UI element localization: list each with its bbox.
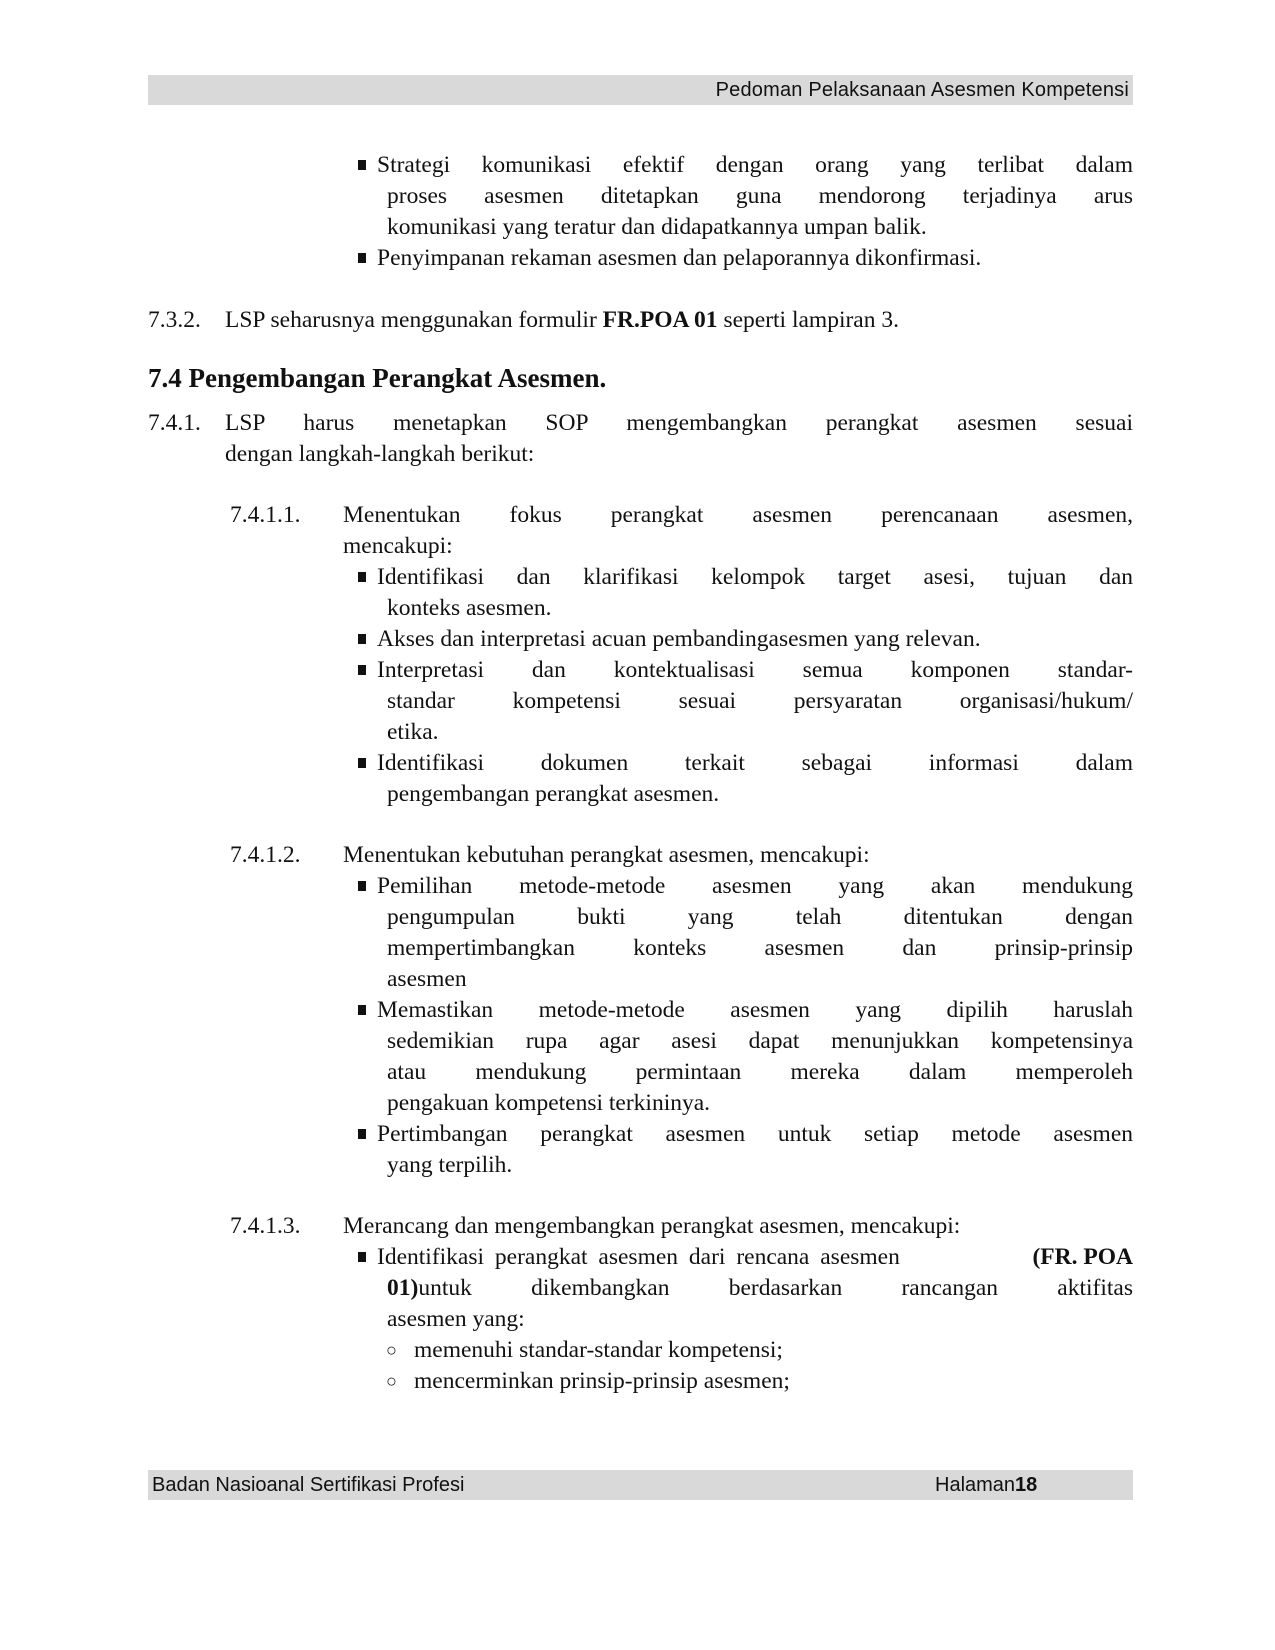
- form-reference: 01): [387, 1275, 419, 1301]
- bullet-line: etika.: [387, 719, 439, 745]
- square-bullet-icon: [358, 881, 366, 891]
- bullet-line: Akses dan interpretasi acuan pembandingasesmen yang relevan.: [377, 626, 981, 652]
- clause-line: dengan langkah-langkah berikut:: [225, 441, 535, 467]
- bullet-line: komunikasi yang teratur dan didapatkannya umpan balik.: [387, 214, 927, 240]
- section-heading: 7.4 Pengembangan Perangkat Asesmen.: [148, 363, 607, 393]
- bullet-line: Memastikan metode-metode asesmen yang dipilih haruslah: [377, 997, 1133, 1023]
- bullet-line: asesmen yang:: [387, 1306, 525, 1332]
- header-title: Pedoman Pelaksanaan Asesmen Kompetensi: [715, 79, 1129, 101]
- footer-org: Badan Nasioanal Sertifikasi Profesi: [152, 1474, 465, 1496]
- bullet-line: pengembangan perangkat asesmen.: [387, 781, 720, 807]
- bullet-line: 01) untuk dikembangkan berdasarkan rancangan aktifitas: [387, 1273, 1133, 1304]
- clause-line: LSP harus menetapkan SOP mengembangkan perangkat asesmen sesuai: [225, 410, 1133, 436]
- square-bullet-icon: [358, 665, 366, 675]
- bullet-line: Interpretasi dan kontektualisasi semua komponen standar-: [377, 657, 1133, 683]
- square-bullet-icon: [358, 758, 366, 768]
- clause-number: 7.3.2.: [148, 307, 201, 333]
- bullet-line: asesmen: [387, 966, 467, 992]
- square-bullet-icon: [358, 253, 366, 263]
- circle-bullet-icon: ○: [386, 1340, 397, 1360]
- bullet-line: Identifikasi perangkat asesmen dari rencana asesmen (FR. POA: [377, 1242, 1133, 1273]
- subclause-number: 7.4.1.3.: [230, 1213, 301, 1239]
- page-footer: [148, 1470, 1133, 1500]
- sub-bullet-line: mencerminkan prinsip-prinsip asesmen;: [414, 1368, 790, 1394]
- page-header: [148, 75, 1133, 105]
- square-bullet-icon: [358, 1129, 366, 1139]
- bullet-line: atau mendukung permintaan mereka dalam memperoleh: [387, 1059, 1133, 1085]
- bullet-line: Strategi komunikasi efektif dengan orang yang terlibat dalam: [377, 152, 1133, 178]
- page-number: Halaman18: [935, 1474, 1038, 1496]
- subclause-line: Menentukan kebutuhan perangkat asesmen, mencakupi:: [343, 842, 870, 868]
- subclause-number: 7.4.1.1.: [230, 502, 301, 528]
- subclause-number: 7.4.1.2.: [230, 842, 301, 868]
- square-bullet-icon: [358, 572, 366, 582]
- bullet-line: Penyimpanan rekaman asesmen dan pelaporannya dikonfirmasi.: [377, 245, 982, 271]
- bullet-line: proses asesmen ditetapkan guna mendorong terjadinya arus: [387, 183, 1133, 209]
- form-reference: FR.POA 01: [602, 307, 718, 333]
- bullet-line: yang terpilih.: [387, 1152, 513, 1178]
- bullet-line: mempertimbangkan konteks asesmen dan prinsip-prinsip: [387, 935, 1133, 961]
- bullet-line: pengumpulan bukti yang telah ditentukan dengan: [387, 904, 1133, 930]
- clause-number: 7.4.1.: [148, 410, 201, 436]
- bullet-line: Identifikasi dan klarifikasi kelompok target asesi, tujuan dan: [377, 564, 1133, 590]
- subclause-line: Merancang dan mengembangkan perangkat asesmen, mencakupi:: [343, 1213, 961, 1239]
- square-bullet-icon: [358, 1252, 366, 1262]
- circle-bullet-icon: ○: [386, 1371, 397, 1391]
- bullet-line: Pemilihan metode-metode asesmen yang akan mendukung: [377, 873, 1133, 899]
- form-reference: (FR. POA: [1032, 1244, 1133, 1270]
- square-bullet-icon: [358, 1005, 366, 1015]
- bullet-line: Pertimbangan perangkat asesmen untuk setiap metode asesmen: [377, 1121, 1133, 1147]
- square-bullet-icon: [358, 160, 366, 170]
- bullet-line: sedemikian rupa agar asesi dapat menunjukkan kompetensinya: [387, 1028, 1133, 1054]
- bullet-line: pengakuan kompetensi terkininya.: [387, 1090, 711, 1116]
- subclause-line: mencakupi:: [343, 533, 453, 559]
- subclause-line: Menentukan fokus perangkat asesmen perencanaan asesmen,: [343, 502, 1133, 528]
- square-bullet-icon: [358, 634, 366, 644]
- clause-text: LSP seharusnya menggunakan formulir FR.POA 01 seperti lampiran 3.: [225, 307, 899, 333]
- bullet-line: konteks asesmen.: [387, 595, 552, 621]
- sub-bullet-line: memenuhi standar-standar kompetensi;: [414, 1337, 783, 1363]
- bullet-line: standar kompetensi sesuai persyaratan organisasi/hukum/: [387, 688, 1133, 714]
- bullet-line: Identifikasi dokumen terkait sebagai informasi dalam: [377, 750, 1133, 776]
